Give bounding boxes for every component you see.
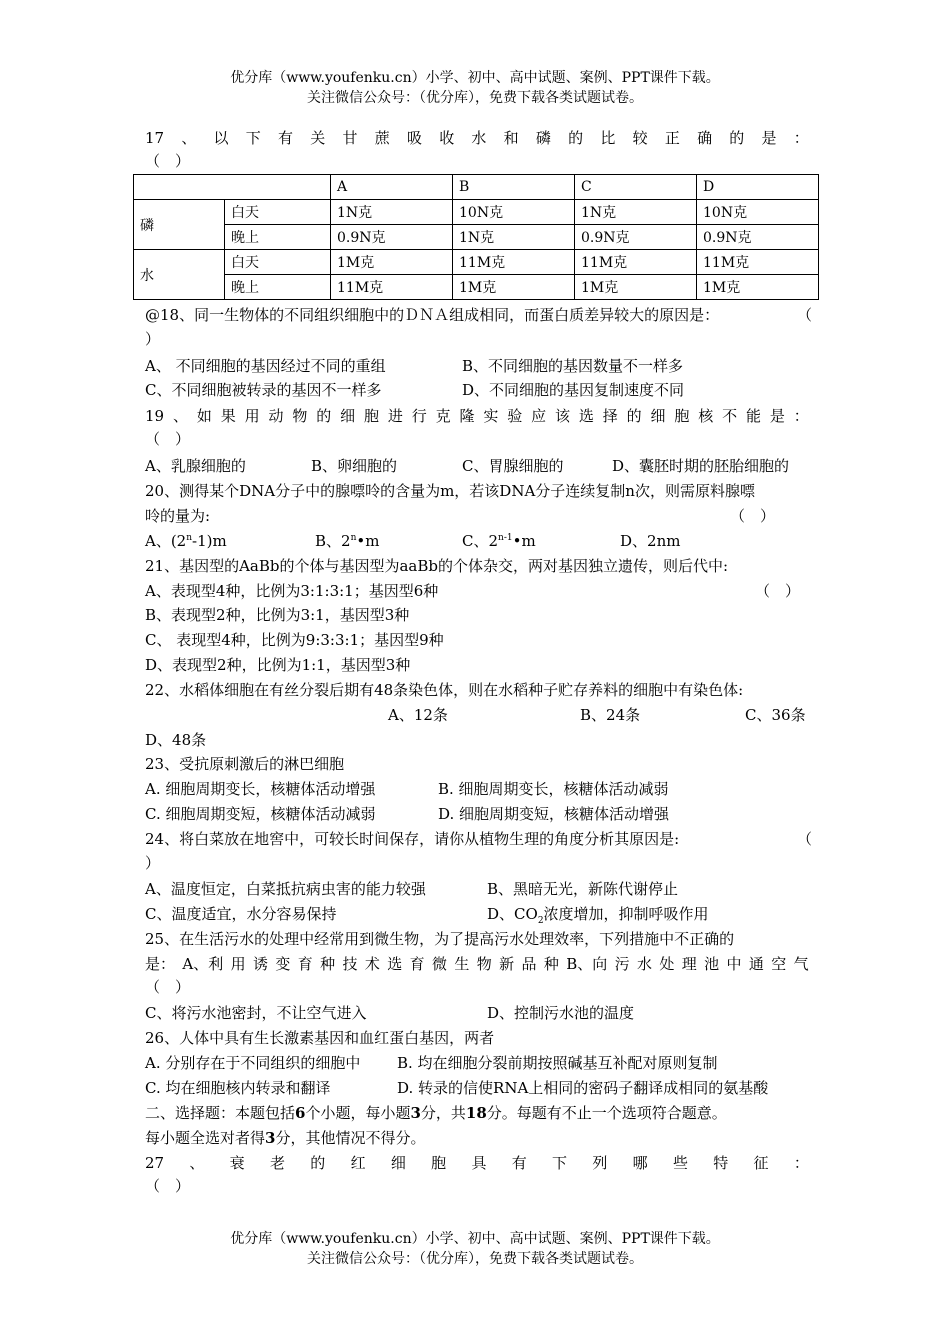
stem-glyph: 新 <box>499 955 515 973</box>
stem-glyph: 物 <box>292 407 308 425</box>
stem-glyph: 老 <box>269 1154 285 1172</box>
q25-option-d: D、控制污水池的温度 <box>487 1004 635 1022</box>
stem-glyph: 、 <box>189 1154 205 1172</box>
q22-option-a: A、12条 <box>388 706 448 724</box>
table-cell: 1N克 <box>453 225 575 250</box>
table-row <box>134 275 819 300</box>
q27-stem <box>145 1152 809 1174</box>
stem-glyph: 细 <box>340 407 356 425</box>
stem-glyph: 气 <box>793 955 809 973</box>
stem-glyph: 蔗 <box>374 129 390 147</box>
stem-glyph: 磷 <box>535 129 551 147</box>
table-row <box>134 200 819 225</box>
stem-glyph: 用 <box>244 407 260 425</box>
table-cell: 1M克 <box>453 275 575 300</box>
stem-glyph: 是 <box>761 129 777 147</box>
stem-glyph: 育 <box>409 955 425 973</box>
q23-option-b: B. 细胞周期变长，核糖体活动减弱 <box>438 780 669 798</box>
q25-stem: 25、在生活污水的处理中经常用到微生物，为了提高污水处理效率，下列措施中不正确的 <box>145 930 735 948</box>
q17-stem <box>145 127 809 149</box>
stem-glyph: 的 <box>729 129 745 147</box>
table-header-cell: A <box>331 175 453 200</box>
table-row <box>134 250 819 275</box>
q24-paren-open: （ <box>797 830 813 848</box>
stem-glyph: ： <box>793 407 809 425</box>
q18-option-b: B、不同细胞的基因数量不一样多 <box>462 357 684 375</box>
stem-glyph: 克 <box>435 407 451 425</box>
q25-paren: （ ） <box>145 978 191 996</box>
table-cell: 1M克 <box>697 275 819 300</box>
q21-option-c: C、 表现型4种，比例为9:3:3:1；基因型9种 <box>145 631 444 649</box>
stem-glyph: 的 <box>316 407 332 425</box>
q20-option-a: A、(2$^n$-1)m <box>145 532 227 550</box>
table-cell: 1M克 <box>331 250 453 275</box>
q22-option-b: B、24条 <box>580 706 641 724</box>
stem-glyph: 衰 <box>229 1154 245 1172</box>
table-cell: 1N克 <box>575 200 697 225</box>
q21-paren: （ ） <box>755 582 801 600</box>
q20-option-d: D、2nm <box>620 532 681 550</box>
q20-paren: （ ） <box>730 507 776 525</box>
stem-glyph: 物 <box>476 955 492 973</box>
q22-option-d: D、48条 <box>145 731 207 749</box>
table-cell: 11M克 <box>453 250 575 275</box>
stem-glyph: 正 <box>664 129 680 147</box>
stem-glyph: A、利 <box>182 955 224 973</box>
section-2-scoring: 每小题全选对者得3分，其他情况不得分。 <box>145 1129 426 1147</box>
q17-paren: （ ） <box>145 152 191 170</box>
q23-option-d: D. 细胞周期变短，核糖体活动增强 <box>438 805 670 823</box>
table-cell: 11M克 <box>697 250 819 275</box>
stem-glyph: 和 <box>503 129 519 147</box>
stem-glyph: 种 <box>543 955 559 973</box>
table-header-cell: B <box>453 175 575 200</box>
q19-option-b: B、卵细胞的 <box>311 457 398 475</box>
stem-glyph: 胞 <box>363 407 379 425</box>
page-footer-line-2: 关注微信公众号：（优分库），免费下载各类试题试卷。 <box>307 1251 643 1267</box>
row-group-label: 磷 <box>134 200 225 250</box>
stem-glyph: 实 <box>483 407 499 425</box>
q18-paren-open: （ <box>797 306 813 324</box>
stem-glyph: 的 <box>568 129 584 147</box>
q24-stem: 24、将白菜放在地窖中，可较长时间保存，请你从植物生理的角度分析其原因是: <box>145 830 680 848</box>
row-sub-label: 晚上 <box>225 275 331 300</box>
page-footer-line-1: 优分库（www.youfenku.cn）小学、初中、高中试题、案例、PPT课件下载。 <box>230 1231 720 1247</box>
q18-paren-close: ） <box>145 330 161 348</box>
stem-glyph: 选 <box>578 407 594 425</box>
stem-glyph: 下 <box>552 1154 568 1172</box>
stem-glyph: 特 <box>713 1154 729 1172</box>
stem-glyph: 选 <box>387 955 403 973</box>
stem-glyph: 术 <box>364 955 380 973</box>
stem-glyph: 空 <box>771 955 787 973</box>
stem-glyph: 关 <box>310 129 326 147</box>
q19-option-c: C、胃腺细胞的 <box>462 457 564 475</box>
stem-glyph: 胞 <box>431 1154 447 1172</box>
stem-glyph: 理 <box>681 955 697 973</box>
q18-option-d: D、不同细胞的基因复制速度不同 <box>462 381 685 399</box>
stem-glyph: 微 <box>431 955 447 973</box>
stem-glyph: 细 <box>650 407 666 425</box>
stem-glyph: 列 <box>592 1154 608 1172</box>
q24-paren-close: ） <box>145 854 161 872</box>
stem-glyph: 核 <box>698 407 714 425</box>
stem-glyph: 果 <box>220 407 236 425</box>
table-cell: 0.9N克 <box>331 225 453 250</box>
row-sub-label: 晚上 <box>225 225 331 250</box>
table-cell: 0.9N克 <box>697 225 819 250</box>
stem-glyph: 技 <box>342 955 358 973</box>
stem-glyph: 有 <box>278 129 294 147</box>
stem-glyph: 下 <box>245 129 261 147</box>
q23-option-c: C. 细胞周期变短，核糖体活动减弱 <box>145 805 376 823</box>
stem-glyph: 中 <box>726 955 742 973</box>
stem-glyph: ： <box>793 129 809 147</box>
stem-glyph: 红 <box>350 1154 366 1172</box>
table-cell: 10N克 <box>697 200 819 225</box>
stem-glyph: 用 <box>230 955 246 973</box>
stem-glyph: 隆 <box>459 407 475 425</box>
stem-glyph: 比 <box>600 129 616 147</box>
stem-glyph: 些 <box>672 1154 688 1172</box>
stem-glyph: ： <box>793 1154 809 1172</box>
q19-paren: （ ） <box>145 430 191 448</box>
stem-glyph: 、 <box>172 407 188 425</box>
stem-glyph: 不 <box>722 407 738 425</box>
stem-glyph: 育 <box>297 955 313 973</box>
stem-glyph: 19 <box>145 407 165 425</box>
stem-glyph: 能 <box>745 407 761 425</box>
table-cell: 11M克 <box>331 275 453 300</box>
stem-glyph: 动 <box>268 407 284 425</box>
table-cell: 10N克 <box>453 200 575 225</box>
stem-glyph: 污 <box>614 955 630 973</box>
row-sub-label: 白天 <box>225 200 331 225</box>
q21-stem: 21、基因型的AaBb的个体与基因型为aaBb的个体杂交，两对基因独立遗传，则后代中: <box>145 557 729 575</box>
q24-option-b: B、黑暗无光，新陈代谢停止 <box>487 880 679 898</box>
table-header-cell: D <box>697 175 819 200</box>
q22-option-c: C、36条 <box>745 706 806 724</box>
stem-glyph: 应 <box>531 407 547 425</box>
q19-option-a: A、乳腺细胞的 <box>145 457 246 475</box>
stem-glyph: 进 <box>387 407 403 425</box>
row-group-label: 水 <box>134 250 225 300</box>
q24-option-a: A、温度恒定，白菜抵抗病虫害的能力较强 <box>145 880 426 898</box>
page-header-line-2: 关注微信公众号：（优分库），免费下载各类试题试卷。 <box>307 90 643 106</box>
stem-glyph: 胞 <box>674 407 690 425</box>
table-cell: 11M克 <box>575 250 697 275</box>
q26-stem: 26、人体中具有生长激素基因和血红蛋白基因，两者 <box>145 1029 495 1047</box>
q26-option-b: B. 均在细胞分裂前期按照碱基互补配对原则复制 <box>397 1054 718 1072</box>
stem-glyph: 较 <box>632 129 648 147</box>
row-sub-label: 白天 <box>225 250 331 275</box>
stem-glyph: 27 <box>145 1154 165 1172</box>
stem-glyph: 池 <box>704 955 720 973</box>
stem-glyph: 行 <box>411 407 427 425</box>
stem-glyph: 验 <box>507 407 523 425</box>
q25-stem-line-2 <box>145 953 809 975</box>
q24-option-c: C、温度适宜，水分容易保持 <box>145 905 337 923</box>
stem-glyph: 征 <box>753 1154 769 1172</box>
q18-option-c: C、不同细胞被转录的基因不一样多 <box>145 381 382 399</box>
table-cell: 1N克 <box>331 200 453 225</box>
table-header-row <box>134 175 819 200</box>
q27-paren: （ ） <box>145 1177 191 1195</box>
q20-stem-line-1: 20、测得某个DNA分子中的腺嘌呤的含量为m，若该DNA分子连续复制n次，则需原料腺嘌 <box>145 482 755 500</box>
stem-glyph: 哪 <box>632 1154 648 1172</box>
table-cell: 0.9N克 <box>575 225 697 250</box>
stem-glyph: 水 <box>636 955 652 973</box>
stem-glyph: 17 <box>145 129 165 147</box>
q21-option-a: A、表现型4种，比例为3:1:3:1；基因型6种 <box>145 582 439 600</box>
stem-glyph: 品 <box>521 955 537 973</box>
q26-option-a: A. 分别存在于不同组织的细胞中 <box>145 1054 361 1072</box>
q20-stem-line-2: 呤的量为: <box>145 507 211 525</box>
q26-option-c: C. 均在细胞核内转录和翻译 <box>145 1079 331 1097</box>
stem-glyph: 种 <box>320 955 336 973</box>
stem-glyph: 通 <box>748 955 764 973</box>
q20-option-c: C、2$^{n-1}$•m <box>462 532 536 550</box>
q18-option-a: A、 不同细胞的基因经过不同的重组 <box>145 357 386 375</box>
stem-glyph: 的 <box>310 1154 326 1172</box>
stem-glyph: 生 <box>454 955 470 973</box>
q21-option-d: D、表现型2种，比例为1:1，基因型3种 <box>145 656 411 674</box>
stem-glyph: B、向 <box>566 955 608 973</box>
stem-glyph: 择 <box>602 407 618 425</box>
q18-stem: @18、同一生物体的不同组织细胞中的ＤＮＡ组成相同，而蛋白质差异较大的原因是： <box>145 306 720 324</box>
stem-glyph: 如 <box>196 407 212 425</box>
q24-option-d: D、$CO_2$浓度增加，抑制呼吸作用 <box>487 905 709 926</box>
stem-glyph: 甘 <box>342 129 358 147</box>
stem-glyph: 的 <box>626 407 642 425</box>
stem-glyph: 以 <box>213 129 229 147</box>
stem-glyph: 有 <box>511 1154 527 1172</box>
stem-glyph: 该 <box>554 407 570 425</box>
q23-stem: 23、受抗原刺激后的淋巴细胞 <box>145 755 345 773</box>
stem-glyph: 细 <box>390 1154 406 1172</box>
table-cell: 1M克 <box>575 275 697 300</box>
stem-glyph: 具 <box>471 1154 487 1172</box>
section-2-heading: 二、选择题：本题包括6个小题，每小题3分，共18分。每题有不止一个选项符合题意。 <box>145 1104 727 1122</box>
stem-glyph: 、 <box>181 129 197 147</box>
q22-stem: 22、水稻体细胞在有丝分裂后期有48条染色体，则在水稻种子贮存养料的细胞中有染色体: <box>145 681 744 699</box>
stem-glyph: 收 <box>439 129 455 147</box>
q23-option-a: A. 细胞周期变长，核糖体活动增强 <box>145 780 376 798</box>
q19-stem <box>145 405 809 427</box>
q19-option-d: D、囊胚时期的胚胎细胞的 <box>612 457 790 475</box>
stem-glyph: 水 <box>471 129 487 147</box>
stem-glyph: 变 <box>275 955 291 973</box>
stem-glyph: 确 <box>697 129 713 147</box>
q20-option-b: B、2$^n$•m <box>315 532 380 550</box>
q26-option-d: D. 转录的信使RNA上相同的密码子翻译成相同的氨基酸 <box>397 1079 769 1097</box>
q17-table <box>133 174 819 300</box>
table-header-cell: C <box>575 175 697 200</box>
stem-glyph: 诱 <box>252 955 268 973</box>
stem-glyph: 处 <box>659 955 675 973</box>
stem-glyph: 是： <box>145 955 176 973</box>
stem-glyph: 是 <box>769 407 785 425</box>
q25-option-c: C、将污水池密封，不让空气进入 <box>145 1004 367 1022</box>
q21-option-b: B、表现型2种，比例为3:1，基因型3种 <box>145 606 410 624</box>
stem-glyph: 吸 <box>406 129 422 147</box>
page-header-line-1: 优分库（www.youfenku.cn）小学、初中、高中试题、案例、PPT课件下载。 <box>230 70 720 86</box>
table-row <box>134 225 819 250</box>
